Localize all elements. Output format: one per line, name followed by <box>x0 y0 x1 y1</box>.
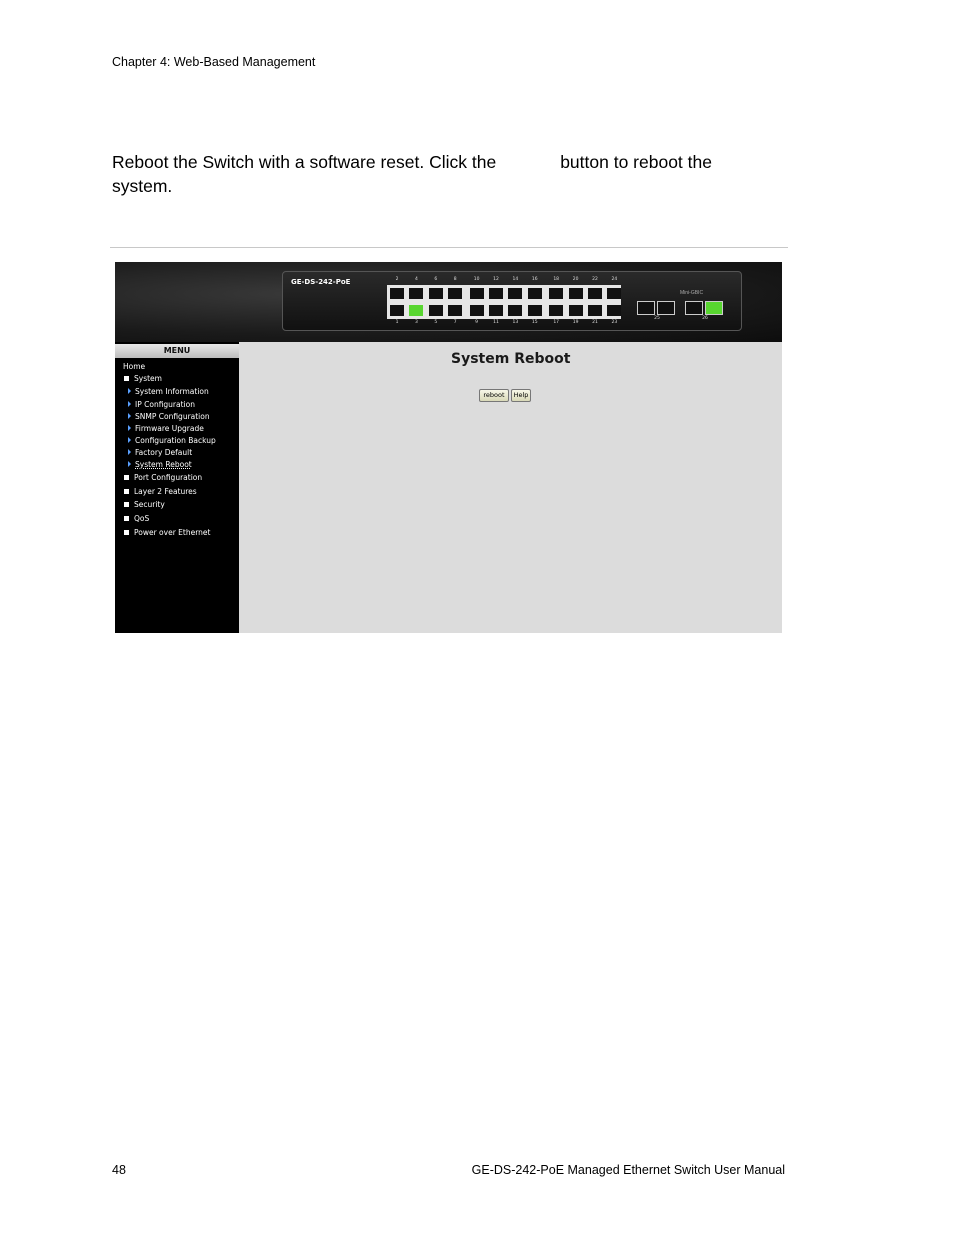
port-number-bottom: 23 <box>611 320 618 325</box>
arrow-icon <box>128 388 131 394</box>
device-banner <box>115 262 782 342</box>
menu-item-snmp-configuration[interactable]: SNMP Configuration <box>128 412 210 421</box>
port-11[interactable] <box>489 305 503 316</box>
port-number-top: 6 <box>434 277 438 282</box>
port-panel <box>387 285 621 319</box>
menu-item-system-information[interactable]: System Information <box>128 387 209 396</box>
menu-group-qos[interactable]: QoS <box>124 514 149 523</box>
menu-group-layer2-features[interactable]: Layer 2 Features <box>124 487 197 496</box>
menu-group-power-over-ethernet[interactable]: Power over Ethernet <box>124 528 210 537</box>
page-number: 48 <box>112 1163 126 1177</box>
port-1[interactable] <box>390 305 404 316</box>
port-number-bottom: 19 <box>572 320 579 325</box>
help-button[interactable]: Help <box>511 389 531 402</box>
port-5[interactable] <box>429 305 443 316</box>
expand-box-icon <box>124 516 129 521</box>
port-number-top: 12 <box>493 277 499 282</box>
arrow-icon <box>128 425 131 431</box>
page-title: System Reboot <box>451 351 571 367</box>
section-divider <box>110 247 788 248</box>
port-18[interactable] <box>549 288 563 299</box>
menu-title: MENU <box>115 344 239 358</box>
port-24[interactable] <box>607 288 621 299</box>
port-number-top: 18 <box>553 277 560 282</box>
expand-box-icon <box>124 376 129 381</box>
menu-group-security[interactable]: Security <box>124 500 165 509</box>
menu-item-factory-default[interactable]: Factory Default <box>128 448 192 457</box>
port-number-top: 14 <box>512 277 519 282</box>
port-number-top: 20 <box>572 277 579 282</box>
port-number-bottom: 11 <box>493 320 499 325</box>
port-3[interactable] <box>409 305 423 316</box>
body-paragraph <box>112 150 772 198</box>
paragraph-text-after: button to reboot the system. <box>112 152 712 196</box>
menu-group-system[interactable]: System <box>124 374 162 383</box>
port-number-top: 4 <box>414 277 418 282</box>
port-21[interactable] <box>588 305 602 316</box>
reboot-button[interactable]: reboot <box>479 389 509 402</box>
port-4[interactable] <box>409 288 423 299</box>
menu-item-home[interactable]: Home <box>123 362 146 371</box>
sidebar-menu <box>115 342 239 633</box>
expand-box-icon <box>124 489 129 494</box>
sfp-port-26a[interactable] <box>685 301 703 315</box>
port-number-bottom: 9 <box>475 320 479 325</box>
port-number-top: 2 <box>395 277 399 282</box>
menu-item-ip-configuration[interactable]: IP Configuration <box>128 400 195 409</box>
port-number-bottom: 7 <box>453 320 457 325</box>
port-14[interactable] <box>508 288 522 299</box>
port-10[interactable] <box>470 288 484 299</box>
sfp-port-25a[interactable] <box>637 301 655 315</box>
port-number-bottom: 1 <box>395 320 399 325</box>
port-number-bottom: 21 <box>592 320 598 325</box>
port-6[interactable] <box>429 288 443 299</box>
chapter-header: Chapter 4: Web-Based Management <box>112 55 316 69</box>
port-7[interactable] <box>448 305 462 316</box>
sfp-port-25b[interactable] <box>657 301 675 315</box>
port-12[interactable] <box>489 288 503 299</box>
port-number-bottom: 13 <box>512 320 519 325</box>
port-16[interactable] <box>528 288 542 299</box>
port-9[interactable] <box>470 305 484 316</box>
port-23[interactable] <box>607 305 621 316</box>
arrow-icon <box>128 401 131 407</box>
arrow-icon <box>128 461 131 467</box>
port-15[interactable] <box>528 305 542 316</box>
sfp-number-26: 26 <box>702 316 708 321</box>
port-22[interactable] <box>588 288 602 299</box>
arrow-icon <box>128 449 131 455</box>
port-19[interactable] <box>569 305 583 316</box>
port-17[interactable] <box>549 305 563 316</box>
port-number-bottom: 17 <box>553 320 560 325</box>
sfp-port-26b[interactable] <box>705 301 723 315</box>
sfp-label: Mini-GBIC <box>680 290 704 296</box>
paragraph-text-before: Reboot the Switch with a software reset. Click the <box>112 152 497 172</box>
menu-item-configuration-backup[interactable]: Configuration Backup <box>128 436 216 445</box>
expand-box-icon <box>124 530 129 535</box>
switch-front-panel <box>282 271 742 331</box>
port-8[interactable] <box>448 288 462 299</box>
menu-group-port-configuration[interactable]: Port Configuration <box>124 473 202 482</box>
expand-box-icon <box>124 475 129 480</box>
port-2[interactable] <box>390 288 404 299</box>
port-20[interactable] <box>569 288 583 299</box>
manual-title: GE-DS-242-PoE Managed Ethernet Switch User Manual <box>471 1163 785 1177</box>
port-13[interactable] <box>508 305 522 316</box>
menu-item-system-reboot[interactable]: System Reboot <box>128 460 192 469</box>
expand-box-icon <box>124 502 129 507</box>
port-number-top: 22 <box>592 277 598 282</box>
port-number-top: 24 <box>611 277 618 282</box>
web-ui-screenshot <box>115 262 782 633</box>
port-number-bottom: 5 <box>434 320 438 325</box>
menu-item-firmware-upgrade[interactable]: Firmware Upgrade <box>128 424 204 433</box>
device-model-label: GE-DS-242-PoE <box>291 278 351 286</box>
port-number-top: 8 <box>453 277 457 282</box>
port-number-top: 10 <box>473 277 480 282</box>
arrow-icon <box>128 413 131 419</box>
port-number-bottom: 15 <box>531 320 538 325</box>
port-number-top: 16 <box>531 277 538 282</box>
port-number-bottom: 3 <box>414 320 418 325</box>
arrow-icon <box>128 437 131 443</box>
sfp-number-25: 25 <box>654 316 660 321</box>
